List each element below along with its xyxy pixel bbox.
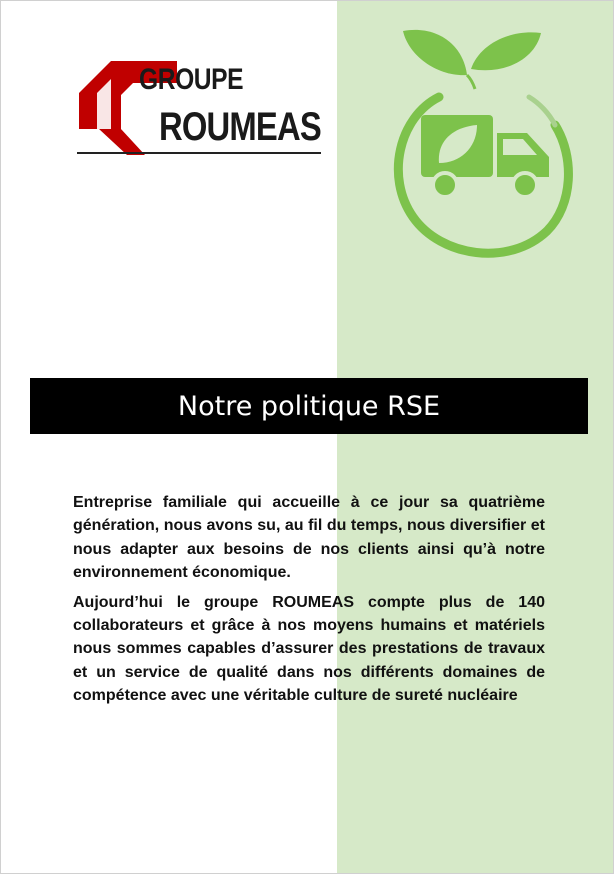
logo-groupe-text: GROUPE [139,63,244,96]
body-text [73,491,545,714]
eco-truck-icon [379,17,579,267]
page-title: Notre politique RSE [177,390,441,422]
paragraph-2: Aujourd’hui le groupe ROUMEAS compte plus de 140 collaborateurs et grâce à nos moyens humains et matériels nous sommes capables d’assurer des prestations de travaux et un service de qualité dans nos différents domaines de compétence avec une véritable culture de sureté nucléaire [73,593,545,705]
paragraph-1: Entreprise familiale qui accueille à ce jour sa quatrième génération, nous avons su, au fil du temps, nous diversifier et nous adapter aux besoins de nos clients ainsi qu’à notre environnement économique. [73,494,545,582]
logo-underline [77,152,321,154]
logo-roumeas-text: ROUMEAS [159,105,321,149]
title-banner [30,378,588,434]
groupe-roumeas-logo [77,59,323,169]
